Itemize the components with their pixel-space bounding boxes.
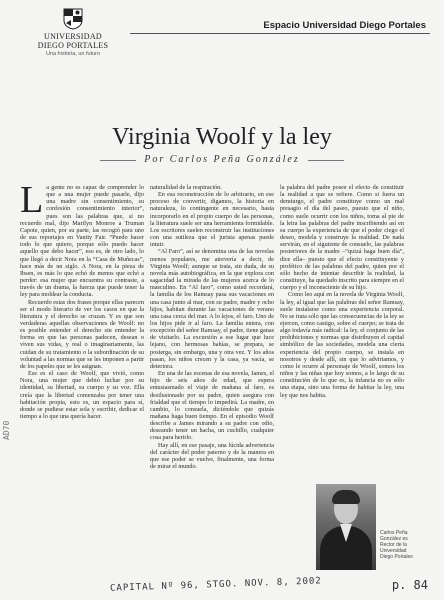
article-column-2 <box>150 184 274 579</box>
handwritten-page-number: p. 84 <box>391 578 428 592</box>
university-logo <box>18 8 128 57</box>
university-name-line2: DIEGO PORTALES <box>37 41 109 50</box>
paragraph: En esa reconstrucción de lo arbitrario, en ese proceso de convertir, digamos, la historia en naturaleza, lo contingente en necesario, hasta incorporarlo en el propio cuerpo de las personas, la literatura suele ser una herramienta formidable. Los escritores suelen reconstruir las instituciones con una sutileza que el jurista apenas puede intuir. <box>150 191 274 249</box>
article-column-1 <box>20 184 144 579</box>
paragraph: Como leo aquí en la novela de Virginia Woolf, la ley, al igual que las palabras del señor Ramsay, suele instalarse como una experiencia corporal. No se trata sólo que las consecuencias de la ley se ejercen, como castigo, sobre el cuerpo; se trata de algo todavía más radical: la ley, el conjunto de las prohibiciones y normas que distribuyen el capital simbólico de las sociedades, modela una cierta experiencia del propio cuerpo, se instala en nosotros y desde allí, sin que lo advirtamos, y como le ocurre al personaje de Woolf, somos los niños y las niñas que hoy somos, a lo largo de su constitución de lo que es, la infancia no es sólo una etapa, sino una forma de habitar la ley, una ley que nos habita. <box>280 291 404 399</box>
paragraph: Ese es el caso de Woolf, que vivió, como Nora, una mujer que debió luchar por su identidad, su libertad, su cuerpo y su voz. Ella creía que la libertad comenzaba por tener una habitación propia, esto es, un espacio para sí, donde se pudiese estar sola y escribir, dedicar el tiempo a lo que una quería hacer. <box>20 370 144 420</box>
drop-cap: L <box>20 184 44 221</box>
article-byline: Por Carlos Peña González <box>144 154 300 165</box>
paragraph <box>20 184 144 299</box>
header-divider <box>130 33 430 34</box>
paragraph-text: a gente no es capaz de comprender lo que a una mujer puede pasarle, dijo una madre sin consentimiento, su confesión consentimiento interior”, pues son las palabras que, si no recuerdo mal, dijo Marilyn Monroe a Truman Capote, quien, por su parte, las recogió para uno de sus reportajes en Vanity Fair. “Puedo hacer todo lo que quiero, porque sólo puedo hacer aquello que debo hacer”, eso es, de otro lado, lo que llegó a decir Nora en la “Casa de Muñecas”, hace más de un siglo. A Nora, en la pieza de Ibsen, es más lo que echó de menos que echó a perder: esa mujer que encuentra su contraste, a través de un drama, la fuerza que puede tener la ley para moldear la conducta. <box>20 184 144 299</box>
paragraph: En una de las escenas de esa novela, James, el hijo de seis años de edad, que espera entusiasmado el viaje de mañana al faro, es desilusionado por su padre, quien asegura con frialdad que el tiempo lo impedirá. La madre, en cambio, lo consuela, diciéndole que quizás mañana haga buen tiempo. En el episodio Woolf describe a James mirando a su padre con odio, deseando tener un hacha, un cuchillo, cualquier cosa para herirlo. <box>150 370 274 442</box>
paragraph: “Al Faro”, así se denomina una de las novelas menos populares, me atrevería a decir, de Virginia Woolf; aunque se trata, sin duda, de su novela más autobiográfica, en la que explora con sagacidad la mirada de las mujeres acerca de lo masculino. En “Al faro”, como usted recordará, la familia de los Ramsay pasa sus vacaciones en una casa junto al mar, con su padre, madre y ocho hijos, habitan durante las vacaciones de verano una casa cerca del mar. A lo lejos, el faro. Uno de los hijos pide ir al faro. La familia entera, con excepción del señor Ramsay, el padre, tiene ganas de visitarlo. La excursión a ese lugar que luce lejano, con hermosas bahías, se prepara, se posterga, sin embargo, una y otra vez. Y los años pasan, los niños crecen y la casa, ya vacía, se deteriora. <box>150 248 274 370</box>
margin-annotation: AD70 <box>2 420 11 440</box>
photo-hair <box>332 490 360 504</box>
byline-rule-right <box>308 160 344 161</box>
university-tagline: Una historia, un futuro <box>45 51 101 57</box>
paragraph: naturalidad de la respiración. <box>150 184 222 191</box>
crest-icon <box>63 8 83 30</box>
author-photo <box>316 484 376 570</box>
handwritten-source-note: CAPITAL Nº 96, STGO. NOV. 8, 2002 <box>109 576 322 594</box>
photo-caption: Carlos Peña González es Rector de la Universidad Diego Portales <box>380 530 413 560</box>
paragraph: Recuerdo estas dos frases porque ellas parecen ser el modo literario de ver los casos en que la literatura y el derecho se cruzan. Y es que son verdaderas aquellas observaciones de Woolf: no es posible entender el derecho sin entender la forma en que las personas padecen, desean o viven sus vidas, y real o imaginariamente, las cuidan de su tratamiento o la subordinación de su voluntad a las normas que se les imponen a partir de los papeles que se les asignan. <box>20 298 144 370</box>
section-title: Espacio Universidad Diego Portales <box>263 20 426 31</box>
paragraph: la palabra del padre posee el efecto de constituir la realidad a que se refiere. Como si fuera un demiurgo, el padre constituye como un mal presagio el día del paseo, puesto que el niño, como suele ocurrir con los niños, toma al pie de la letra las palabras del padre inscribiendo así en su cuerpo la experiencia de que el poder ciego el deseo, modela y construye la realidad. De nada servirán, en el siguiente de consuelo, las palabras posteriores de la madre –“quizá haga buen día”, dice ella– puesto que el efecto constituyente y profético de las palabras del padre, quien por el sólo hecho de intentar describir la realidad, la constituye, ha quedado inscrito para siempre en el cuerpo y el inconsciente de su hijo. <box>280 184 404 292</box>
university-name-line1: UNIVERSIDAD <box>44 32 102 41</box>
article-title: Virginia Woolf y la ley <box>112 124 332 150</box>
paragraph: Hay allí, en ese pasaje, una lúcida advertencia del carácter del poder paterno y de la manera en que ese poder se vuelve, finalmente, una forma de mirar el mundo. <box>150 441 274 471</box>
